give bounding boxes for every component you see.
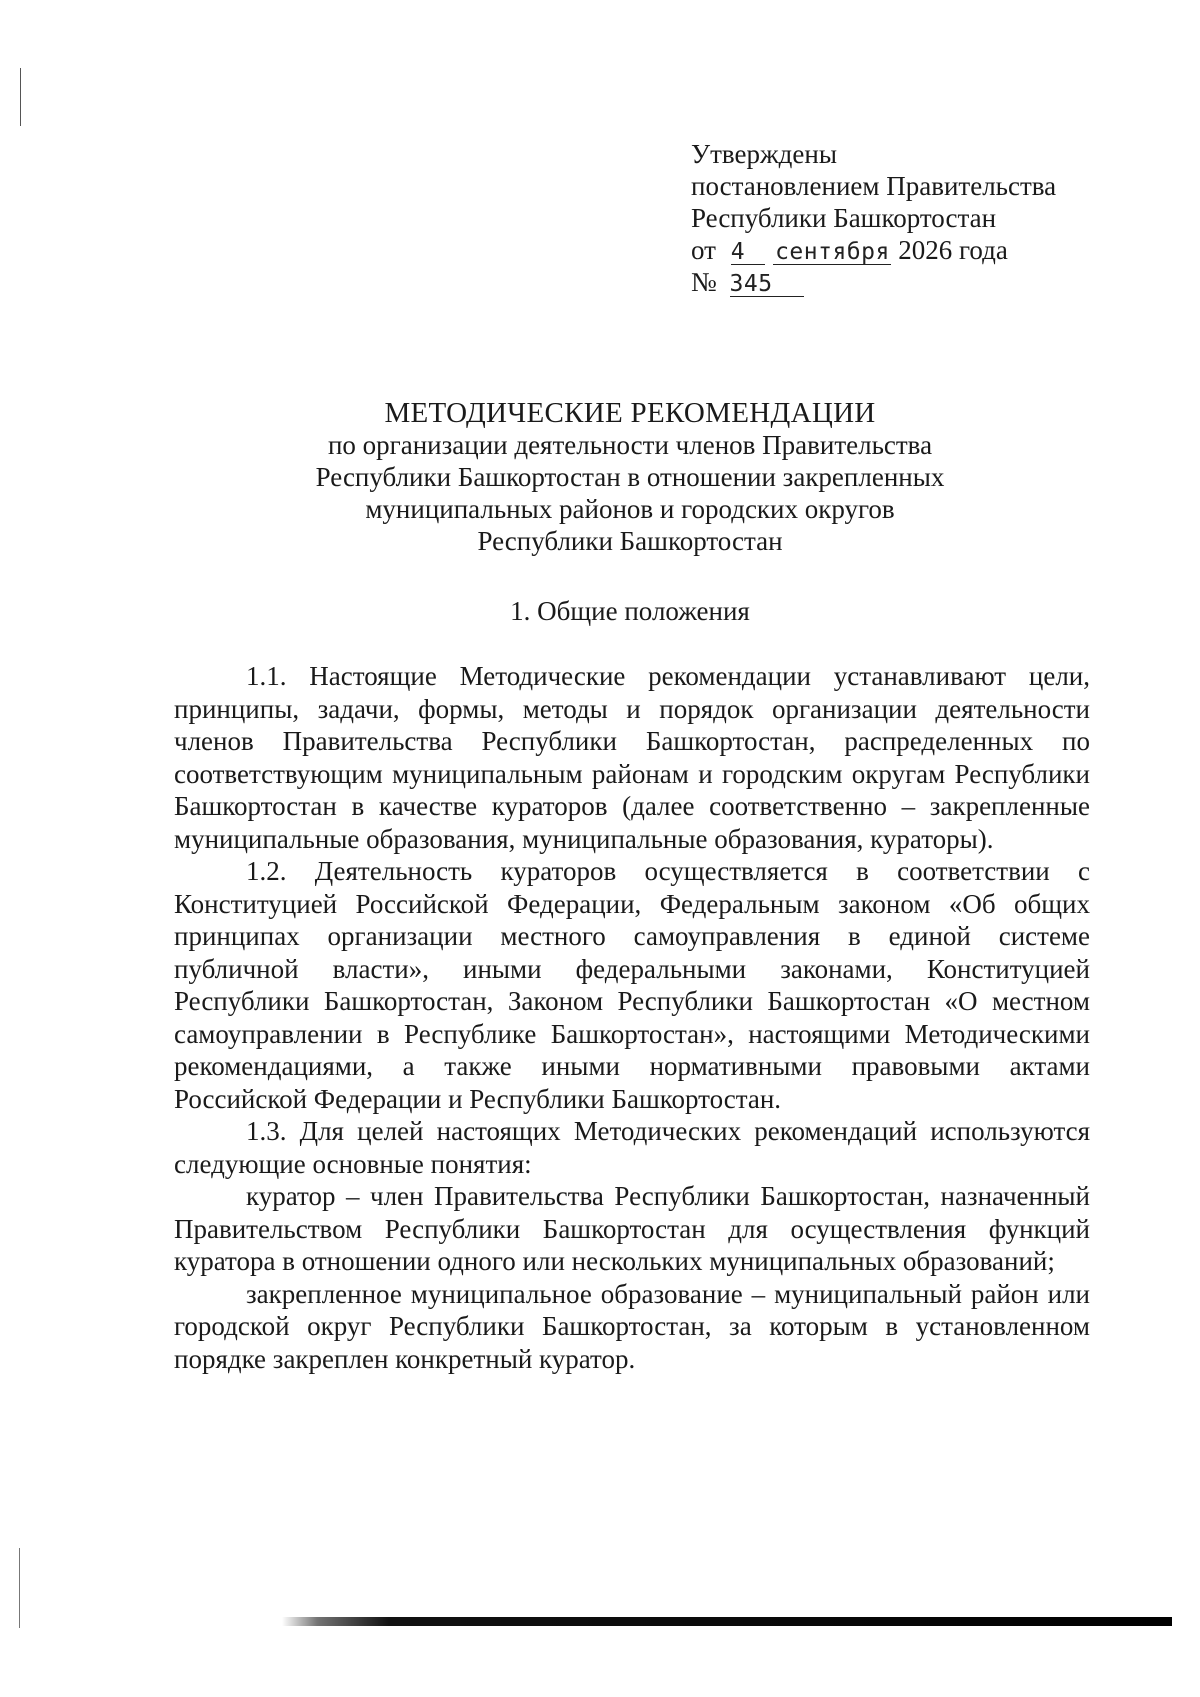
date-month: сентября [775,239,890,265]
document-number: 345 [730,272,804,297]
approval-block [691,138,1056,298]
date-suffix: 2026 года [898,235,1008,265]
scan-edge-mark [19,1548,20,1628]
title-heading: МЕТОДИЧЕСКИЕ РЕКОМЕНДАЦИИ [384,397,876,429]
title-subline: муниципальных районов и городских округов [365,494,895,524]
approval-date-line [691,234,1056,266]
document-title [180,397,1080,557]
paragraph: 1.3. Для целей настоящих Методических рекомендаций используются следующие основные понятия: [174,1116,1090,1179]
title-subline: Республики Башкортостан [477,526,783,556]
date-prefix: от [691,235,716,265]
scan-bottom-edge [282,1617,1172,1626]
approval-line: Утверждены [691,139,837,169]
paragraph: куратор – член Правительства Республики Башкортостан, назначенный Правительством Республики Башкортостан для осуществления функций куратора в отношении одного или нескольких муниципальных образований; [174,1181,1090,1276]
section-heading: 1. Общие положения [510,596,750,626]
scan-edge-mark [20,68,21,126]
title-subline: по организации деятельности членов Правительства [327,430,933,460]
date-day: 4 [731,240,765,265]
document-body [174,660,1090,1375]
approval-line: Республики Башкортостан [691,203,997,233]
paragraph: закрепленное муниципальное образование – муниципальный район или городской округ Республики Башкортостан, за которым в установленном порядке закреплен конкретный куратор. [174,1278,1090,1374]
paragraph: 1.2. Деятельность кураторов осуществляется в соответствии с Конституцией Российской Федерации, Федеральным законом «Об общих принципах организации местного самоуправления в единой системе публичной власти», иными федеральными законами, Конституцией Республики Башкортостан, Законом Республики Башкортостан «О местном самоуправлении в Республике Башкортостан», настоящими Методическими рекомендациями, а также иными нормативными правовыми актами Российской Федерации и Республики Башкортостан. [174,856,1090,1114]
approval-number-line [691,266,1056,298]
paragraph: 1.1. Настоящие Методические рекомендации устанавливают цели, принципы, задачи, формы, методы и порядок организации деятельности членов Правительства Республики Башкортостан, распределенных по соответствующим муниципальным районам и городским округам Республики Башкортостан в качестве кураторов (далее соответственно – закрепленные муниципальные образования, муниципальные образования, кураторы). [174,661,1090,854]
number-prefix: № [691,267,717,297]
title-subline: Республики Башкортостан в отношении закрепленных [315,462,945,492]
approval-line: постановлением Правительства [691,171,1057,201]
